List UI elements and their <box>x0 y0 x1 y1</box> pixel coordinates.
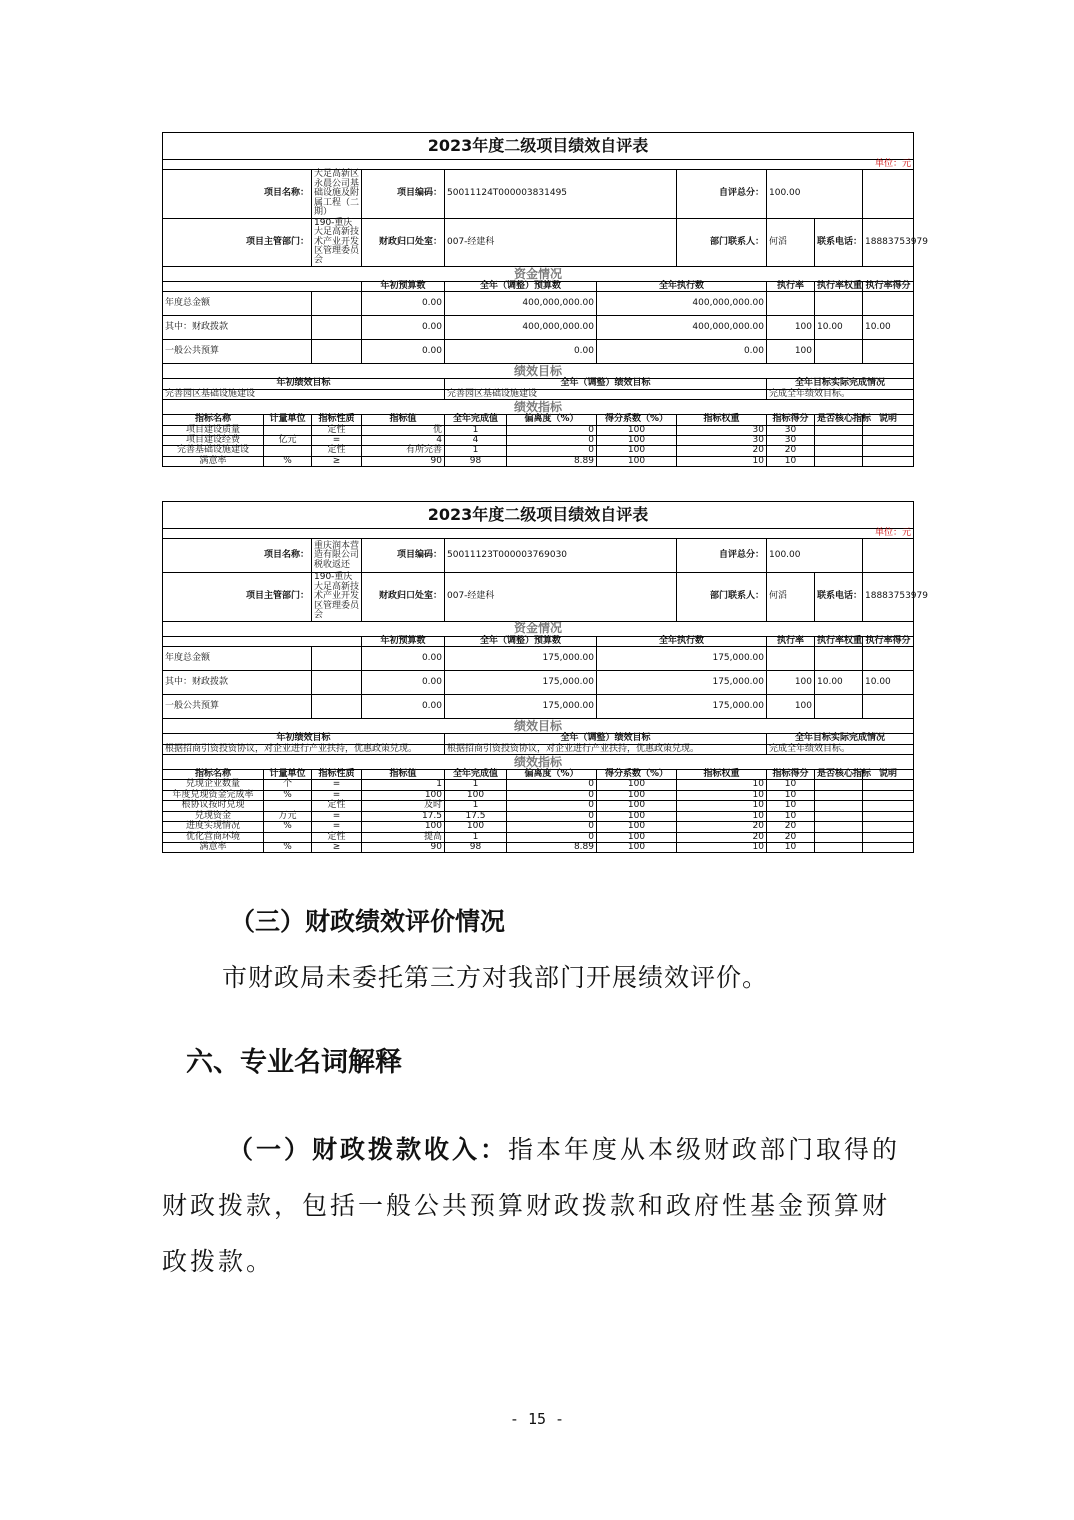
indicator-header: 偏离度（%） <box>507 415 597 425</box>
indicator-cell: 0 <box>507 822 597 832</box>
section3-body: 市财政局未委托第三方对我部门开展绩效评价。 <box>222 963 769 992</box>
indicator-cell <box>863 822 914 832</box>
indicator-cell: 0 <box>507 780 597 790</box>
indicator-cell <box>863 843 914 853</box>
indicator-cell: 亿元 <box>264 436 312 446</box>
indicator-cell: ≥ <box>312 456 362 466</box>
goal-actual: 完成全年绩效目标。 <box>767 389 914 399</box>
indicator-cell: 20 <box>767 822 815 832</box>
indicator-cell <box>815 790 863 800</box>
indicator-row <box>163 436 914 446</box>
fund-rate <box>767 292 815 316</box>
indicator-header: 指标得分 <box>767 415 815 425</box>
performance-table-1: 2023年度二级项目绩效自评表 单位：元 项目名称： 大足高新区永晨公司基础设施及附属工程（二期） 项目编码： 50011124T000003831495 自评总分： 100.00 项目主管部门： 190-重庆大足高新技术产业开发区管理委员会 财政归口处室： 007-经建科 部门联系人： 何滔 联系电话： 18883753979 资金情况 年初预算数 全年（调整）预算数 全年执行数 执行率 执行率权重 执行率得分 年度总金额 0.00 400,000,000.00 400,000,000.00 其中：财政拨款 0.00 400,000,000.00 400,000,000.00 100 10.00 10.00 一般公共预算 0.00 0.00 0.00 100 绩效目标 年初绩效目标 全年（调整）绩效目标 全年目标实际完成情况 完善园区基础设施建设 完善园区基础设施建设 完成全年绩效目标。 绩效指标 指标名称 计量单位 指标性质 指标值 全年完成值 偏离度（%） 得分系数（%） 指标权重 指标得分 是否核心指标 说明 项目建设质量 定性 优 1 0 100 30 30 项目建设经费 亿元 = 4 4 0 100 30 30 完善基础设施建设 定性 有所完善 1 0 100 20 20 满意率 % ≥ 90 98 8.89 100 10 10 <box>162 132 913 467</box>
indicator-header: 说明 <box>863 769 914 779</box>
indicator-cell: 100 <box>597 790 677 800</box>
indicator-header: 指标得分 <box>767 769 815 779</box>
fund-score <box>863 340 914 364</box>
goal-actual: 完成全年绩效目标。 <box>767 744 914 754</box>
indicator-cell: 项目建设质量 <box>163 425 264 435</box>
fund-label: 其中：财政拨款 <box>163 671 312 695</box>
goal-initial: 完善园区基础设施建设 <box>163 389 445 399</box>
indicator-cell: 0 <box>507 790 597 800</box>
indicator-cell: 年度兑现资金完成率 <box>163 790 264 800</box>
performance-table-2: 2023年度二级项目绩效自评表 单位：元 项目名称： 重庆润本营造有限公司税收返还 项目编码： 50011123T000003769030 自评总分： 100.00 项目主管部门： 190-重庆大足高新技术产业开发区管理委员会 财政归口处室： 007-经建科 部门联系人： 何滔 联系电话： 18883753979 资金情况 年初预算数 全年（调整）预算数 全年执行数 执行率 执行率权重 执行率得分 年度总金额 0.00 175,000.00 175,000.00 其中：财政拨款 0.00 175,000.00 175,000.00 100 10.00 10.00 一般公共预算 0.00 175,000.00 175,000.00 100 绩效目标 年初绩效目标 全年（调整）绩效目标 全年目标实际完成情况 根据招商引资投资协议，对企业进行产业扶持，优惠政策兑现。 根据招商引资投资协议，对企业进行产业扶持，优惠政策兑现。 完成全年绩效目标。 绩效指标 指标名称 计量单位 指标性质 指标值 全年完成值 偏离度（%） 得分系数（%） 指标权重 指标得分 是否核心指标 说明 兑现企业数量 个 = 1 1 0 100 10 10 年度兑现资金完成率 % = 100 100 0 100 10 10 根协议按时兑现 定性 及时 1 0 100 10 10 兑现资金 万元 = 17.5 17.5 0 100 10 10 进度实现情况 % = 100 100 0 100 20 20 优化营商环境 定性 提高 1 0 100 20 20 满意率 % ≥ 90 98 8.89 100 10 10 <box>162 501 913 853</box>
dept-name: 190-重庆大足高新技术产业开发区管理委员会 <box>312 218 362 266</box>
indicator-row <box>163 425 914 435</box>
indicator-cell: = <box>312 780 362 790</box>
goal-section-title: 绩效目标 <box>163 719 914 734</box>
indicator-cell <box>815 811 863 821</box>
indicator-cell: 定性 <box>312 425 362 435</box>
fund-section-title: 资金情况 <box>163 621 914 636</box>
indicator-cell: 1 <box>445 446 507 456</box>
indicator-section-title: 绩效指标 <box>163 400 914 415</box>
office: 007-经建科 <box>445 218 677 266</box>
indicator-cell: 4 <box>445 436 507 446</box>
indicator-cell: 有所完善 <box>362 446 445 456</box>
contact: 何滔 <box>767 573 815 621</box>
indicator-cell: 100 <box>597 780 677 790</box>
indicator-cell: 1 <box>445 425 507 435</box>
project-code: 50011124T000003831495 <box>445 170 677 218</box>
table-title: 2023年度二级项目绩效自评表 <box>163 502 914 529</box>
fund-label: 一般公共预算 <box>163 340 312 364</box>
indicator-cell: 根协议按时兑现 <box>163 801 264 811</box>
indicator-cell: 20 <box>677 822 767 832</box>
indicator-cell: 100 <box>362 790 445 800</box>
indicator-cell <box>863 446 914 456</box>
fund-row <box>163 647 914 671</box>
indicator-cell: % <box>264 843 312 853</box>
indicator-header: 指标性质 <box>312 769 362 779</box>
indicator-header: 指标权重 <box>677 769 767 779</box>
indicator-cell: 完善基础设施建设 <box>163 446 264 456</box>
fund-row <box>163 695 914 719</box>
indicator-cell: 100 <box>445 790 507 800</box>
indicator-cell <box>815 843 863 853</box>
term1-body: 指本年度从本级财政部门取得的财政拨款，包括一般公共预算财政拨款和政府性基金预算财政拨款。 <box>162 1135 901 1276</box>
indicator-cell <box>815 425 863 435</box>
indicator-cell <box>264 425 312 435</box>
fund-weight <box>815 647 863 671</box>
indicator-header: 指标性质 <box>312 415 362 425</box>
fund-initial: 0.00 <box>362 647 445 671</box>
unit-label: 单位：元 <box>163 160 914 170</box>
indicator-cell <box>863 811 914 821</box>
fund-weight <box>815 695 863 719</box>
fund-row <box>163 671 914 695</box>
table-title: 2023年度二级项目绩效自评表 <box>163 133 914 160</box>
indicator-row <box>163 790 914 800</box>
fund-executed: 400,000,000.00 <box>597 292 767 316</box>
indicator-cell: 100 <box>597 436 677 446</box>
indicator-cell: ≥ <box>312 843 362 853</box>
indicator-cell: 10 <box>677 811 767 821</box>
fund-row <box>163 340 914 364</box>
indicator-header: 是否核心指标 <box>815 415 863 425</box>
indicator-cell: 优化营商环境 <box>163 832 264 842</box>
fund-score: 10.00 <box>863 671 914 695</box>
section6-heading: 六、专业名词解释 <box>186 1047 402 1078</box>
indicator-header: 计量单位 <box>264 415 312 425</box>
fund-label: 其中：财政拨款 <box>163 316 312 340</box>
fund-score <box>863 292 914 316</box>
indicator-cell: 20 <box>767 832 815 842</box>
indicator-cell: 满意率 <box>163 456 264 466</box>
indicator-cell: = <box>312 436 362 446</box>
indicator-cell: 1 <box>445 832 507 842</box>
indicator-cell: 0 <box>507 446 597 456</box>
indicator-cell <box>863 436 914 446</box>
indicator-cell: 100 <box>597 843 677 853</box>
indicator-cell: 0 <box>507 811 597 821</box>
fund-rate <box>767 647 815 671</box>
indicator-cell: 20 <box>677 446 767 456</box>
indicator-header: 全年完成值 <box>445 769 507 779</box>
indicator-cell <box>815 456 863 466</box>
fund-adjusted: 400,000,000.00 <box>445 292 597 316</box>
indicator-cell: 90 <box>362 456 445 466</box>
fund-executed: 175,000.00 <box>597 647 767 671</box>
indicator-cell <box>863 801 914 811</box>
project-code: 50011123T000003769030 <box>445 539 677 573</box>
indicator-header: 说明 <box>863 415 914 425</box>
indicator-cell: 提高 <box>362 832 445 842</box>
indicator-cell <box>264 446 312 456</box>
indicator-row <box>163 811 914 821</box>
indicator-cell: 万元 <box>264 811 312 821</box>
indicator-cell: 定性 <box>312 801 362 811</box>
indicator-cell: 100 <box>597 811 677 821</box>
indicator-cell: 20 <box>677 832 767 842</box>
indicator-header: 指标值 <box>362 769 445 779</box>
fund-label: 年度总金额 <box>163 647 312 671</box>
indicator-cell: 10 <box>677 456 767 466</box>
indicator-cell: 10 <box>767 790 815 800</box>
total-score: 100.00 <box>767 539 863 573</box>
indicator-cell: 100 <box>597 456 677 466</box>
indicator-cell: 10 <box>677 790 767 800</box>
indicator-cell <box>863 790 914 800</box>
fund-rate: 100 <box>767 340 815 364</box>
indicator-cell <box>815 832 863 842</box>
indicator-header: 指标名称 <box>163 769 264 779</box>
indicator-row <box>163 780 914 790</box>
phone: 18883753979 <box>863 573 914 621</box>
indicator-cell: % <box>264 790 312 800</box>
indicator-cell: 0 <box>507 832 597 842</box>
indicator-cell <box>815 436 863 446</box>
fund-rate: 100 <box>767 316 815 340</box>
fund-row <box>163 316 914 340</box>
fund-weight <box>815 340 863 364</box>
fund-executed: 400,000,000.00 <box>597 316 767 340</box>
indicator-cell: 定性 <box>312 446 362 456</box>
indicator-header: 指标值 <box>362 415 445 425</box>
indicator-header: 指标权重 <box>677 415 767 425</box>
indicator-cell: 10 <box>677 843 767 853</box>
indicator-row <box>163 822 914 832</box>
indicator-row <box>163 843 914 853</box>
phone: 18883753979 <box>863 218 914 266</box>
indicator-cell: 进度实现情况 <box>163 822 264 832</box>
indicator-cell: 100 <box>445 822 507 832</box>
indicator-cell: 30 <box>677 436 767 446</box>
indicator-cell: = <box>312 790 362 800</box>
indicator-cell: 优 <box>362 425 445 435</box>
indicator-cell: 17.5 <box>362 811 445 821</box>
fund-executed: 175,000.00 <box>597 695 767 719</box>
indicator-cell: 0 <box>507 425 597 435</box>
indicator-row <box>163 801 914 811</box>
unit-label: 单位：元 <box>163 529 914 539</box>
indicator-cell: 个 <box>264 780 312 790</box>
indicator-cell <box>863 832 914 842</box>
indicator-cell <box>815 780 863 790</box>
indicator-header: 计量单位 <box>264 769 312 779</box>
indicator-cell: 10 <box>767 780 815 790</box>
fund-initial: 0.00 <box>362 695 445 719</box>
indicator-header: 指标名称 <box>163 415 264 425</box>
project-name: 重庆润本营造有限公司税收返还 <box>312 539 362 573</box>
indicator-header: 全年完成值 <box>445 415 507 425</box>
page-number: - 15 - <box>509 1410 565 1428</box>
indicator-cell: 17.5 <box>445 811 507 821</box>
indicator-cell: = <box>312 822 362 832</box>
fund-section-title: 资金情况 <box>163 266 914 281</box>
indicator-header-row <box>163 769 914 779</box>
indicator-cell: 10 <box>677 801 767 811</box>
indicator-cell: 兑现资金 <box>163 811 264 821</box>
indicator-cell: 及时 <box>362 801 445 811</box>
fund-weight: 10.00 <box>815 316 863 340</box>
indicator-cell <box>264 832 312 842</box>
goal-initial: 根据招商引资投资协议，对企业进行产业扶持，优惠政策兑现。 <box>163 744 445 754</box>
indicator-cell <box>264 801 312 811</box>
indicator-cell: 100 <box>597 832 677 842</box>
total-score: 100.00 <box>767 170 863 218</box>
dept-name: 190-重庆大足高新技术产业开发区管理委员会 <box>312 573 362 621</box>
indicator-cell: 项目建设经费 <box>163 436 264 446</box>
indicator-cell: % <box>264 822 312 832</box>
indicator-cell: 4 <box>362 436 445 446</box>
indicator-cell <box>815 446 863 456</box>
fund-score: 10.00 <box>863 316 914 340</box>
fund-adjusted: 175,000.00 <box>445 671 597 695</box>
fund-initial: 0.00 <box>362 340 445 364</box>
indicator-cell: 0 <box>507 801 597 811</box>
fund-adjusted: 175,000.00 <box>445 647 597 671</box>
goal-adjusted: 根据招商引资投资协议，对企业进行产业扶持，优惠政策兑现。 <box>445 744 767 754</box>
indicator-cell: 20 <box>767 446 815 456</box>
indicator-header: 偏离度（%） <box>507 769 597 779</box>
fund-adjusted: 175,000.00 <box>445 695 597 719</box>
indicator-cell: % <box>264 456 312 466</box>
indicator-cell: 满意率 <box>163 843 264 853</box>
fund-weight <box>815 292 863 316</box>
indicator-cell: 90 <box>362 843 445 853</box>
contact: 何滔 <box>767 218 815 266</box>
goal-section-title: 绩效目标 <box>163 364 914 379</box>
indicator-cell: 兑现企业数量 <box>163 780 264 790</box>
indicator-row <box>163 832 914 842</box>
fund-initial: 0.00 <box>362 316 445 340</box>
indicator-cell: 10 <box>767 811 815 821</box>
indicator-cell: 100 <box>597 425 677 435</box>
project-name: 大足高新区永晨公司基础设施及附属工程（二期） <box>312 170 362 218</box>
fund-initial: 0.00 <box>362 292 445 316</box>
indicator-cell: 100 <box>362 822 445 832</box>
indicator-cell: = <box>312 811 362 821</box>
indicator-cell: 30 <box>767 425 815 435</box>
indicator-cell: 1 <box>445 780 507 790</box>
goal-adjusted: 完善园区基础设施建设 <box>445 389 767 399</box>
indicator-cell: 100 <box>597 822 677 832</box>
indicator-cell: 8.89 <box>507 456 597 466</box>
indicator-header: 得分系数（%） <box>597 415 677 425</box>
fund-rate: 100 <box>767 695 815 719</box>
indicator-cell <box>863 456 914 466</box>
indicator-section-title: 绩效指标 <box>163 754 914 769</box>
term1-label: （一）财政拨款收入： <box>228 1135 509 1164</box>
indicator-cell: 8.89 <box>507 843 597 853</box>
indicator-cell: 30 <box>767 436 815 446</box>
indicator-header: 是否核心指标 <box>815 769 863 779</box>
fund-score <box>863 647 914 671</box>
fund-weight: 10.00 <box>815 671 863 695</box>
indicator-header-row <box>163 415 914 425</box>
indicator-cell: 10 <box>767 456 815 466</box>
indicator-cell: 98 <box>445 843 507 853</box>
indicator-cell: 10 <box>767 843 815 853</box>
indicator-row <box>163 446 914 456</box>
indicator-cell: 定性 <box>312 832 362 842</box>
indicator-cell: 98 <box>445 456 507 466</box>
office: 007-经建科 <box>445 573 677 621</box>
fund-label: 年度总金额 <box>163 292 312 316</box>
fund-row <box>163 292 914 316</box>
fund-rate: 100 <box>767 671 815 695</box>
fund-score <box>863 695 914 719</box>
indicator-cell <box>863 780 914 790</box>
indicator-cell: 10 <box>677 780 767 790</box>
indicator-cell: 0 <box>507 436 597 446</box>
indicator-cell: 1 <box>362 780 445 790</box>
indicator-cell: 100 <box>597 801 677 811</box>
fund-adjusted: 0.00 <box>445 340 597 364</box>
indicator-cell <box>815 822 863 832</box>
indicator-cell <box>863 425 914 435</box>
indicator-cell <box>815 801 863 811</box>
fund-executed: 0.00 <box>597 340 767 364</box>
fund-initial: 0.00 <box>362 671 445 695</box>
indicator-header: 得分系数（%） <box>597 769 677 779</box>
fund-adjusted: 400,000,000.00 <box>445 316 597 340</box>
indicator-cell: 100 <box>597 446 677 456</box>
section3-heading: （三）财政绩效评价情况 <box>230 907 506 936</box>
indicator-cell: 30 <box>677 425 767 435</box>
term1-paragraph <box>162 1122 914 1290</box>
fund-executed: 175,000.00 <box>597 671 767 695</box>
indicator-cell: 1 <box>445 801 507 811</box>
indicator-cell: 10 <box>767 801 815 811</box>
fund-label: 一般公共预算 <box>163 695 312 719</box>
indicator-row <box>163 456 914 466</box>
